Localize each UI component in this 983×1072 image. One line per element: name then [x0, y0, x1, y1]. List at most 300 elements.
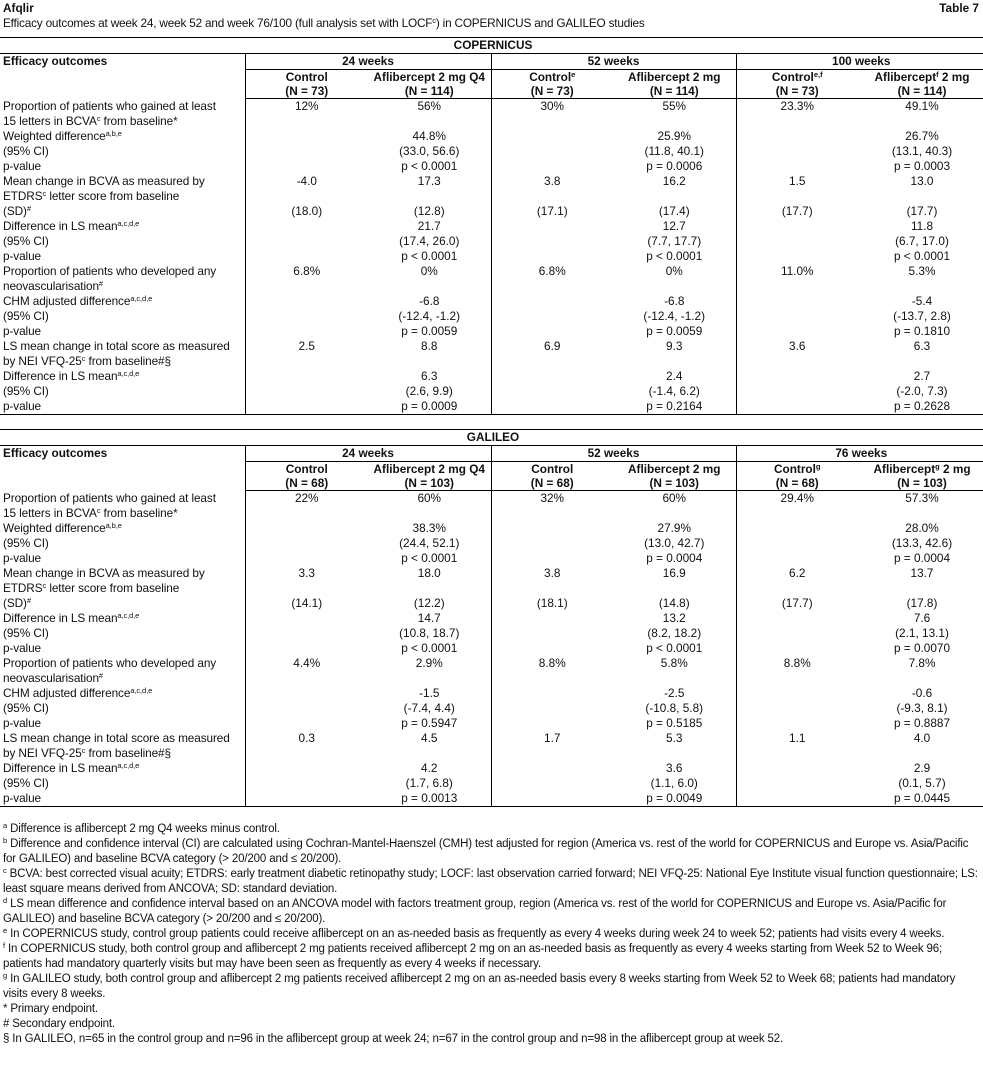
table-number: Table 7: [939, 1, 979, 15]
row-label: [0, 566, 245, 596]
footnote-ref: c: [96, 113, 101, 123]
value-cell: [613, 686, 736, 701]
footnote-mark: e: [3, 926, 8, 935]
row-label: [0, 641, 245, 656]
cell-value: 5.3%: [908, 263, 936, 278]
value-cell: [858, 144, 983, 159]
outcome-column-header: Efficacy outcomes: [0, 54, 245, 99]
table-row: [0, 294, 983, 309]
footnote-mark: g: [3, 971, 8, 980]
value-cell: [368, 219, 491, 234]
cell-value: -6.8: [664, 293, 685, 308]
cell-value: p = 0.2164: [646, 398, 703, 413]
cell-value: 57.3%: [905, 491, 939, 505]
cell-value: 12.7: [662, 218, 686, 233]
footnote-text: Difference is aflibercept 2 mg Q4 weeks minus control.: [7, 823, 280, 835]
cell-value: (-12.4, -1.2): [398, 308, 461, 323]
study-title: COPERNICUS: [0, 38, 983, 54]
row-label: [0, 761, 245, 776]
cell-value: p < 0.0001: [401, 550, 458, 565]
row-label-text: LS mean change in total score as measured: [3, 730, 230, 745]
footnote-ref: c: [81, 745, 86, 755]
value-cell: [245, 491, 368, 521]
value-cell: [736, 521, 858, 536]
table-row: [0, 129, 983, 144]
cell-value: p = 0.0004: [893, 550, 951, 565]
cell-value: (14.1): [291, 595, 323, 610]
table-row: [0, 144, 983, 159]
row-label-text: by NEI VFQ-25: [3, 353, 82, 368]
row-label: [0, 159, 245, 174]
row-label-text: (SD): [3, 595, 27, 610]
row-label-text: from baseline*: [100, 505, 178, 520]
arm-n: (N = 73): [285, 84, 329, 98]
period-header: 52 weeks: [491, 446, 736, 462]
value-cell: [736, 294, 858, 309]
footnote-mark: d: [3, 896, 8, 905]
table-row: [0, 521, 983, 536]
value-cell: [736, 159, 858, 174]
study-title: GALILEO: [0, 430, 983, 446]
row-label-text: p-value: [3, 640, 41, 655]
table-row: [0, 701, 983, 716]
cell-value: 8.8%: [783, 655, 811, 670]
table-row: [0, 219, 983, 234]
footnote-ref: c: [96, 505, 101, 515]
table-row: [0, 536, 983, 551]
row-label-text: p-value: [3, 323, 41, 338]
cell-value: 7.6: [913, 610, 931, 625]
row-label: [0, 491, 245, 521]
arm-name: Control: [285, 462, 328, 476]
cell-value: p = 0.0445: [893, 790, 951, 805]
arm-header: [613, 462, 736, 491]
arm-header: [736, 70, 858, 99]
value-cell: [736, 384, 858, 399]
row-label-text: (SD): [3, 203, 27, 218]
product-name: Afqlir: [3, 1, 34, 15]
value-cell: [491, 309, 613, 324]
value-cell: [613, 596, 736, 611]
value-cell: [245, 144, 368, 159]
cell-value: 26.7%: [905, 128, 939, 143]
value-cell: [736, 144, 858, 159]
footnote-ref: a,c,d,e: [117, 760, 140, 770]
row-label-text: p-value: [3, 550, 41, 565]
cell-value: p = 0.0006: [646, 158, 703, 173]
footnote-text: BCVA: best corrected visual acuity; ETDRS: early treatment diabetic retinopathy study; LOCF: last observation carried forward; NEI VFQ-25: National Eye Institute visual function questionnaire; LS: least square means derived from ANCOVA; SD: standard deviation.: [3, 868, 978, 895]
table-row: [0, 686, 983, 701]
cell-value: 1.7: [544, 730, 561, 745]
footnote-ref: a,c,d,e: [117, 218, 140, 228]
value-cell: [368, 551, 491, 566]
row-label: [0, 339, 245, 369]
cell-value: 13.0: [910, 173, 934, 188]
cell-value: p = 0.5947: [401, 715, 458, 730]
cell-value: -0.6: [911, 685, 933, 700]
table-row: [0, 204, 983, 219]
footnote-ref: c: [81, 353, 86, 363]
value-cell: [858, 596, 983, 611]
value-cell: [736, 129, 858, 144]
value-cell: [368, 294, 491, 309]
value-cell: [858, 324, 983, 339]
table-row: [0, 99, 983, 129]
footnote-text: Difference and confidence interval (CI) are calculated using Cochran-Mantel-Haenszel (CMH) test adjusted for region (America vs. rest of the world for COPERNICUS and Europe vs. Asia/Pacific for GALILEO) and baseline BCVA category (> 20/200 and ≤ 20/200).: [3, 838, 969, 865]
value-cell: [858, 219, 983, 234]
value-cell: [736, 641, 858, 656]
value-cell: [736, 701, 858, 716]
arm-n: (N = 114): [897, 84, 947, 98]
table-row: [0, 159, 983, 174]
cell-value: 6.2: [789, 565, 806, 580]
value-cell: [491, 551, 613, 566]
cell-value: 9.3: [666, 338, 683, 353]
value-cell: [613, 776, 736, 791]
row-label: [0, 294, 245, 309]
arm-name: Aflibercept 2 mg: [628, 70, 721, 84]
value-cell: [858, 521, 983, 536]
cell-value: (-2.0, 7.3): [896, 383, 948, 398]
cell-value: p < 0.0001: [401, 640, 458, 655]
cell-value: (1.1, 6.0): [650, 775, 698, 790]
value-cell: [613, 566, 736, 596]
row-label-text: by NEI VFQ-25: [3, 745, 82, 760]
value-cell: [491, 99, 613, 129]
study-title-row: [0, 38, 983, 54]
value-cell: [491, 611, 613, 626]
value-cell: [613, 219, 736, 234]
footnote-ref: a,c,d,e: [117, 368, 140, 378]
arm-header: [858, 70, 983, 99]
row-label-text: p-value: [3, 398, 41, 413]
cell-value: 0.3: [298, 730, 315, 745]
value-cell: [858, 264, 983, 294]
cell-value: 29.4%: [780, 491, 814, 505]
row-label: [0, 701, 245, 716]
value-cell: [858, 701, 983, 716]
value-cell: [613, 384, 736, 399]
cell-value: 16.2: [662, 173, 686, 188]
cell-value: (8.2, 18.2): [647, 625, 702, 640]
arm-footnote-ref: e: [571, 70, 576, 79]
row-label: [0, 369, 245, 384]
row-label-text: 15 letters in BCVA: [3, 113, 97, 128]
value-cell: [368, 264, 491, 294]
arm-n: (N = 73): [775, 84, 819, 98]
value-cell: [368, 384, 491, 399]
cell-value: (17.4): [658, 203, 690, 218]
value-cell: [858, 776, 983, 791]
table-caption: Efficacy outcomes at week 24, week 52 and week 76/100 (full analysis set with LOCF$^c$) in COPERNICUS and GALILEO studies: [3, 16, 645, 30]
cell-value: (-13.7, 2.8): [893, 308, 951, 323]
row-label-text: Proportion of patients who developed any: [3, 655, 217, 670]
value-cell: [245, 264, 368, 294]
value-cell: [368, 731, 491, 761]
value-cell: [736, 791, 858, 807]
arm-n: (N = 68): [530, 476, 574, 490]
value-cell: [245, 716, 368, 731]
cell-value: (18.1): [536, 595, 568, 610]
value-cell: [368, 521, 491, 536]
outcome-column-header: Efficacy outcomes: [0, 446, 245, 491]
period-header: 24 weeks: [245, 54, 491, 70]
period-header: 100 weeks: [736, 54, 983, 70]
arm-header: [736, 462, 858, 491]
row-label: [0, 129, 245, 144]
value-cell: [368, 641, 491, 656]
cell-value: 2.9: [913, 760, 931, 775]
row-label-text: (95% CI): [3, 308, 49, 323]
cell-value: 2.4: [666, 368, 683, 383]
cell-value: 28.0%: [905, 520, 939, 535]
value-cell: [736, 566, 858, 596]
row-label-text: Difference in LS mean: [3, 218, 118, 233]
value-cell: [858, 399, 983, 415]
value-cell: [491, 294, 613, 309]
row-label-text: p-value: [3, 790, 41, 805]
footnote-mark: b: [3, 836, 8, 845]
cell-value: p = 0.8887: [893, 715, 951, 730]
cell-value: 3.3: [298, 565, 315, 580]
cell-value: 11.0%: [780, 263, 814, 278]
footnote-ref: c: [42, 188, 47, 198]
cell-value: 60%: [417, 491, 442, 505]
value-cell: [491, 596, 613, 611]
value-cell: [613, 339, 736, 369]
cell-value: 55%: [662, 99, 687, 113]
value-cell: [491, 656, 613, 686]
cell-value: 4.5: [421, 730, 438, 745]
value-cell: [613, 294, 736, 309]
value-cell: [736, 716, 858, 731]
cell-value: 8.8%: [538, 655, 566, 670]
galileo-table: [0, 429, 983, 807]
cell-value: p = 0.0070: [893, 640, 951, 655]
cell-value: -4.0: [296, 173, 317, 188]
cell-value: (10.8, 18.7): [399, 625, 460, 640]
value-cell: [491, 129, 613, 144]
value-cell: [245, 369, 368, 384]
cell-value: (17.7): [906, 203, 938, 218]
value-cell: [736, 369, 858, 384]
cell-value: 60%: [662, 491, 687, 505]
footnote-ref: #: [26, 203, 31, 213]
cell-value: 17.3: [417, 173, 441, 188]
row-label-text: (95% CI): [3, 143, 49, 158]
value-cell: [613, 324, 736, 339]
row-label: [0, 716, 245, 731]
value-cell: [613, 249, 736, 264]
cell-value: (0.1, 5.7): [898, 775, 946, 790]
value-cell: [736, 174, 858, 204]
row-label-text: ETDRS: [3, 580, 43, 595]
table-row: [0, 384, 983, 399]
row-label-text: LS mean change in total score as measured: [3, 338, 230, 353]
cell-value: (18.0): [291, 203, 323, 218]
row-label-text: p-value: [3, 158, 41, 173]
table-row: [0, 369, 983, 384]
cell-value: (17.7): [781, 595, 813, 610]
value-cell: [491, 761, 613, 776]
value-cell: [858, 761, 983, 776]
cell-value: (-12.4, -1.2): [643, 308, 706, 323]
row-label: [0, 536, 245, 551]
value-cell: [613, 536, 736, 551]
table-row: [0, 791, 983, 807]
period-row: [0, 54, 983, 70]
arm-n: (N = 114): [404, 84, 454, 98]
row-label-text: (95% CI): [3, 625, 49, 640]
cell-value: (2.6, 9.9): [405, 383, 453, 398]
value-cell: [368, 174, 491, 204]
cell-value: (11.8, 40.1): [644, 143, 704, 158]
value-cell: [368, 626, 491, 641]
value-cell: [491, 204, 613, 219]
value-cell: [491, 144, 613, 159]
value-cell: [368, 656, 491, 686]
value-cell: [491, 174, 613, 204]
footnote-text: In COPERNICUS study, both control group and aflibercept 2 mg patients received aflibercept 2 mg on an as-needed basis as frequently as every 4 weeks starting from Week 52 to Week 96; patients had mandatory quarterly visits but may have been seen as frequently as every 4 weeks if necessary.: [3, 943, 943, 970]
table-row: [0, 551, 983, 566]
value-cell: [858, 384, 983, 399]
arm-name-suffix: 2 mg: [938, 70, 970, 84]
arm-name: Aflibercept 2 mg: [628, 462, 721, 476]
value-cell: [368, 701, 491, 716]
value-cell: [245, 611, 368, 626]
value-cell: [858, 716, 983, 731]
row-label: [0, 99, 245, 129]
table-row: [0, 731, 983, 761]
value-cell: [491, 249, 613, 264]
footnote-text: * Primary endpoint.: [3, 1003, 98, 1015]
value-cell: [736, 249, 858, 264]
value-cell: [736, 596, 858, 611]
value-cell: [858, 159, 983, 174]
cell-value: p = 0.0049: [646, 790, 703, 805]
value-cell: [245, 536, 368, 551]
row-label: [0, 309, 245, 324]
value-cell: [368, 791, 491, 807]
value-cell: [736, 219, 858, 234]
value-cell: [613, 369, 736, 384]
cell-value: p = 0.5185: [646, 715, 703, 730]
value-cell: [491, 521, 613, 536]
arm-n: (N = 68): [285, 476, 329, 490]
value-cell: [858, 249, 983, 264]
table-row: [0, 491, 983, 521]
cell-value: 27.9%: [657, 520, 691, 535]
arm-footnote-ref: e,f: [813, 70, 823, 79]
footnote: [3, 927, 981, 942]
period-row: [0, 446, 983, 462]
table-row: [0, 656, 983, 686]
document-header: [0, 0, 983, 16]
cell-value: 0%: [665, 263, 683, 278]
value-cell: [245, 129, 368, 144]
value-cell: [736, 761, 858, 776]
value-cell: [245, 656, 368, 686]
row-label: [0, 626, 245, 641]
footnotes: [3, 822, 981, 1047]
cell-value: (-9.3, 8.1): [896, 700, 948, 715]
arm-n: (N = 103): [897, 476, 947, 490]
cell-value: 21.7: [417, 218, 441, 233]
value-cell: [613, 264, 736, 294]
cell-value: (-7.4, 4.4): [403, 700, 455, 715]
footnote-ref: #: [26, 595, 31, 605]
arm-name: Aflibercept: [874, 70, 937, 84]
cell-value: -1.5: [419, 685, 440, 700]
value-cell: [491, 219, 613, 234]
row-label: [0, 234, 245, 249]
footnote-ref: a,b,e: [105, 520, 122, 530]
arm-n: (N = 103): [649, 476, 699, 490]
value-cell: [368, 686, 491, 701]
arm-footnote-ref: g: [815, 462, 821, 471]
row-label: [0, 324, 245, 339]
arm-name-suffix: 2 mg: [939, 462, 971, 476]
value-cell: [245, 776, 368, 791]
value-cell: [368, 776, 491, 791]
cell-value: p < 0.0001: [646, 640, 703, 655]
cell-value: 2.5: [298, 338, 315, 353]
cell-value: (-1.4, 6.2): [648, 383, 700, 398]
cell-value: p = 0.0013: [401, 790, 458, 805]
value-cell: [613, 656, 736, 686]
value-cell: [858, 731, 983, 761]
value-cell: [736, 551, 858, 566]
footnote-text: LS mean difference and confidence interval based on an ANCOVA model with factors treatment group, region (America vs. rest of the world for COPERNICUS and Europe vs. Asia/Pacific for GALILEO) and baseline BCVA category (> 20/200 and ≤ 20/200).: [3, 898, 947, 925]
row-label: [0, 656, 245, 686]
cell-value: 4.2: [421, 760, 438, 775]
value-cell: [613, 641, 736, 656]
cell-value: 32%: [540, 491, 565, 505]
value-cell: [368, 399, 491, 415]
arm-n: (N = 103): [404, 476, 454, 490]
footnote: [3, 1017, 981, 1032]
cell-value: 11.8: [910, 218, 934, 233]
row-label-text: Weighted difference: [3, 128, 106, 143]
value-cell: [245, 309, 368, 324]
arm-name: Control: [773, 462, 816, 476]
value-cell: [368, 129, 491, 144]
value-cell: [245, 99, 368, 129]
value-cell: [368, 144, 491, 159]
value-cell: [491, 536, 613, 551]
value-cell: [245, 641, 368, 656]
row-label-text: p-value: [3, 248, 41, 263]
cell-value: 22%: [294, 491, 319, 505]
row-label-text: p-value: [3, 715, 41, 730]
value-cell: [613, 399, 736, 415]
cell-value: (17.7): [781, 203, 813, 218]
footnote-ref: a,c,d,e: [130, 293, 153, 303]
row-label-text: neovascularisation: [3, 670, 99, 685]
value-cell: [491, 641, 613, 656]
row-label-text: letter score from baseline: [46, 580, 180, 595]
cell-value: p = 0.0004: [646, 550, 703, 565]
cell-value: 49.1%: [905, 99, 939, 113]
footnote-ref: #: [98, 670, 103, 680]
value-cell: [613, 129, 736, 144]
value-cell: [858, 294, 983, 309]
cell-value: 56%: [417, 99, 442, 113]
row-label-text: ETDRS: [3, 188, 43, 203]
cell-value: 14.7: [417, 610, 441, 625]
value-cell: [736, 264, 858, 294]
cell-value: (-10.8, 5.8): [645, 700, 704, 715]
